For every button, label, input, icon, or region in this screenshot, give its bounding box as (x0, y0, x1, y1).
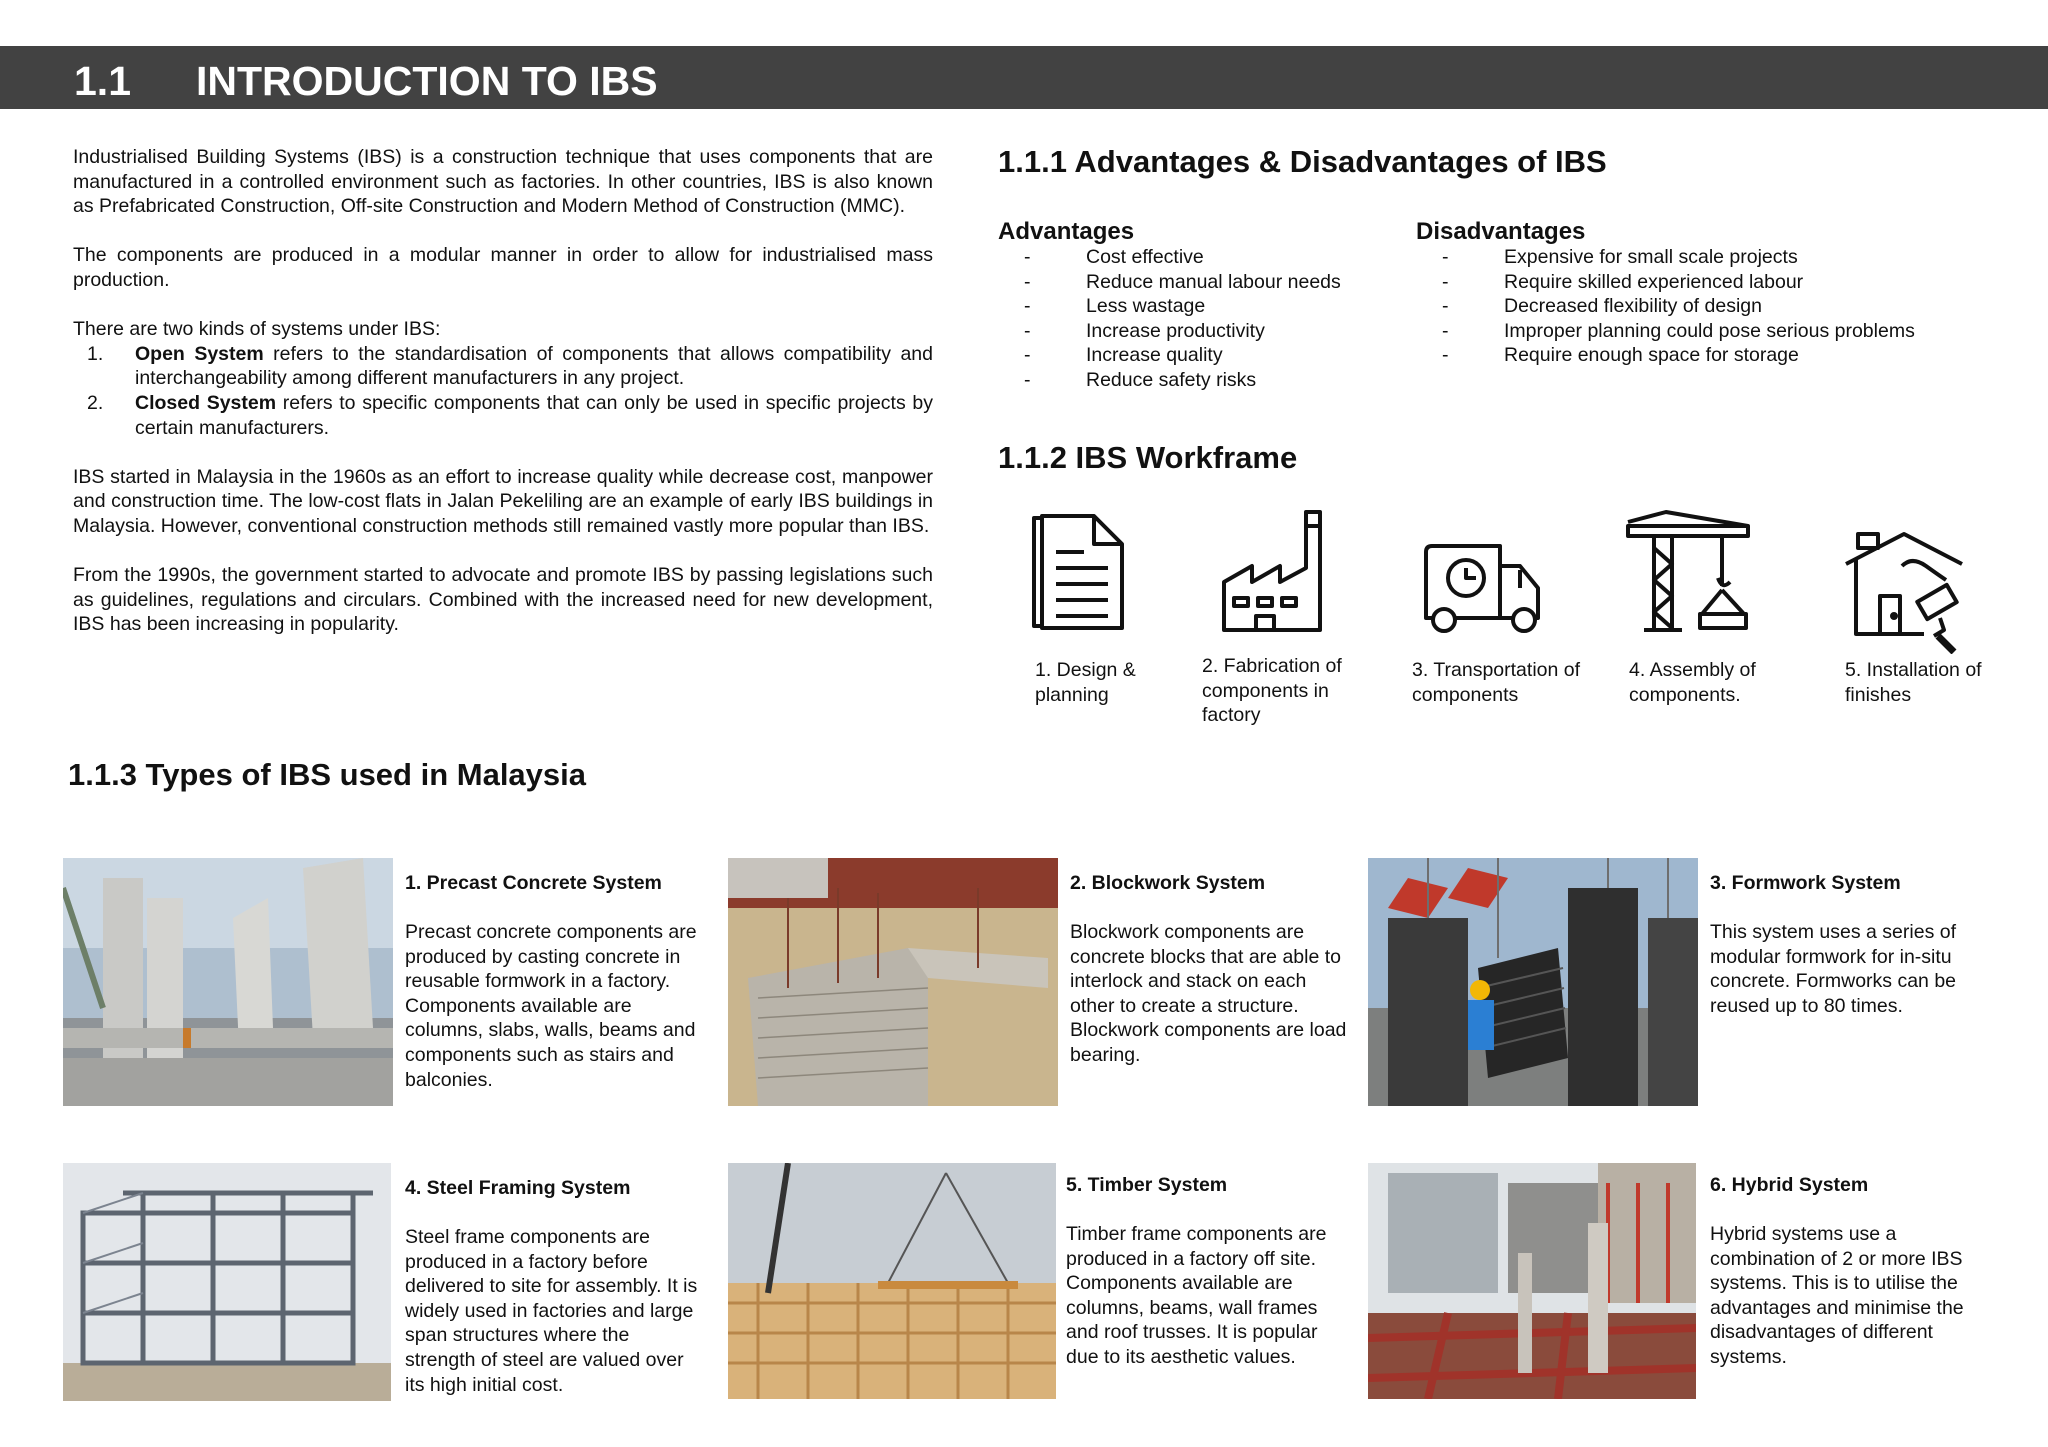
section-title: INTRODUCTION TO IBS (196, 58, 658, 104)
type-2-text: Blockwork components are concrete blocks that are able to interlock and stack on each other to create a structure. Blockwork components are load bearing. (1070, 921, 1347, 1066)
advantages-list (1024, 245, 1404, 393)
list-item: - Increase quality (1024, 344, 1223, 367)
formwork-photo (1368, 858, 1698, 1106)
intro-paragraph-2: The components are produced in a modular manner in order to allow for industrialised mass production. (73, 244, 933, 291)
hybrid-photo (1368, 1163, 1696, 1399)
list-item: - Increase productivity (1024, 319, 1265, 342)
advantages-section-title: 1.1.1 Advantages & Disadvantages of IBS (998, 144, 1607, 179)
disadvantages-heading: Disadvantages (1416, 218, 1586, 245)
list-item: - Require skilled experienced labour (1442, 270, 1804, 293)
section-number: 1.1 (74, 58, 131, 104)
list-item: - Expensive for small scale projects (1442, 246, 1798, 268)
type-5-text: Timber frame components are produced in a factory off site. Components available are columns, beams, wall frames and roof trusses. It is popular due to its aesthetic values. (1066, 1223, 1327, 1368)
workframe-step-2-label: 2. Fabrication of components in factory (1202, 655, 1342, 727)
list-item: - Less wastage (1024, 295, 1206, 318)
workframe-title: 1.1.2 IBS Workframe (998, 440, 1298, 475)
intro-paragraph-5: From the 1990s, the government started to advocate and promote IBS by passing legislations such as guidelines, regulations and circulars. Combined with the increased need for new development, IBS has been increasing in popularity. (73, 564, 933, 636)
intro-text (73, 145, 933, 637)
document-icon (1030, 512, 1128, 637)
system-term: Closed System (135, 391, 277, 414)
crane-icon (1626, 508, 1752, 639)
workframe-step-4-label: 4. Assembly of components. (1629, 659, 1756, 706)
type-1-title: 1. Precast Concrete System (405, 872, 662, 894)
system-list-item (73, 342, 933, 391)
list-item: - Improper planning could pose serious problems (1442, 319, 1915, 342)
list-item: - Reduce safety risks (1024, 368, 1257, 391)
precast-concrete-photo (63, 858, 393, 1106)
list-item: - Cost effective (1024, 246, 1204, 268)
system-desc: refers to specific components that can only be used in specific projects by certain manufacturers. (135, 391, 933, 439)
house-paint-icon (1842, 526, 1966, 659)
type-6-title: 6. Hybrid System (1710, 1174, 1869, 1196)
steel-framing-photo (63, 1163, 391, 1401)
type-3-title: 3. Formwork System (1710, 872, 1901, 894)
factory-icon (1220, 508, 1340, 639)
list-number: 2. (87, 391, 104, 414)
type-4-title: 4. Steel Framing System (405, 1177, 631, 1199)
list-number: 1. (87, 342, 104, 365)
type-4-text: Steel frame components are produced in a factory before delivered to site for assembly. It is widely used in factories and large span structures where the strength of steel are valued over its high initial cost. (405, 1226, 698, 1396)
types-section-title: 1.1.3 Types of IBS used in Malaysia (68, 757, 587, 792)
advantages-heading: Advantages (998, 218, 1135, 245)
intro-paragraph-1: Industrialised Building Systems (IBS) is a construction technique that uses components that are manufactured in a controlled environment such as factories. In other countries, IBS is also known as Prefabricated Construction, Off-site Construction and Modern Method of Construction (MMC). (73, 146, 933, 218)
system-desc: refers to the standardisation of components that allows compatibility and interchangeability among different manufacturers in any project. (135, 342, 933, 390)
system-term: Open System (135, 342, 264, 365)
system-list-item (73, 391, 933, 440)
blockwork-photo (728, 858, 1058, 1106)
list-item: - Decreased flexibility of design (1442, 295, 1762, 318)
workframe-step-1-label: 1. Design & planning (1035, 659, 1136, 706)
intro-paragraph-3: There are two kinds of systems under IBS: (73, 318, 441, 341)
workframe-step-5-label: 5. Installation of finishes (1845, 659, 1982, 706)
type-5-title: 5. Timber System (1066, 1174, 1228, 1196)
list-item: - Require enough space for storage (1442, 344, 1799, 367)
type-3-text: This system uses a series of modular formwork for in-situ concrete. Formworks can be reused up to 80 times. (1710, 921, 1957, 1017)
type-6-text: Hybrid systems use a combination of 2 or more IBS systems. This is to utilise the advantages and minimise the disadvantages of different systems. (1710, 1223, 1964, 1368)
truck-icon (1420, 542, 1546, 641)
workframe-step-3-label: 3. Transportation of components (1412, 659, 1581, 706)
type-1-text: Precast concrete components are produced by casting concrete in reusable formwork in a factory. Components available are columns, slabs, walls, beams and components such as stairs and balconies. (405, 921, 697, 1091)
timber-photo (728, 1163, 1056, 1399)
intro-paragraph-4: IBS started in Malaysia in the 1960s as an effort to increase quality while decrease cost, manpower and construction time. The low-cost flats in Jalan Pekeliling are an example of early IBS buildings in Malaysia. However, conventional construction methods still remained vastly more popular than IBS. (73, 465, 933, 537)
list-item: - Reduce manual labour needs (1024, 270, 1341, 293)
disadvantages-list (1442, 245, 1962, 368)
type-2-title: 2. Blockwork System (1070, 872, 1266, 894)
